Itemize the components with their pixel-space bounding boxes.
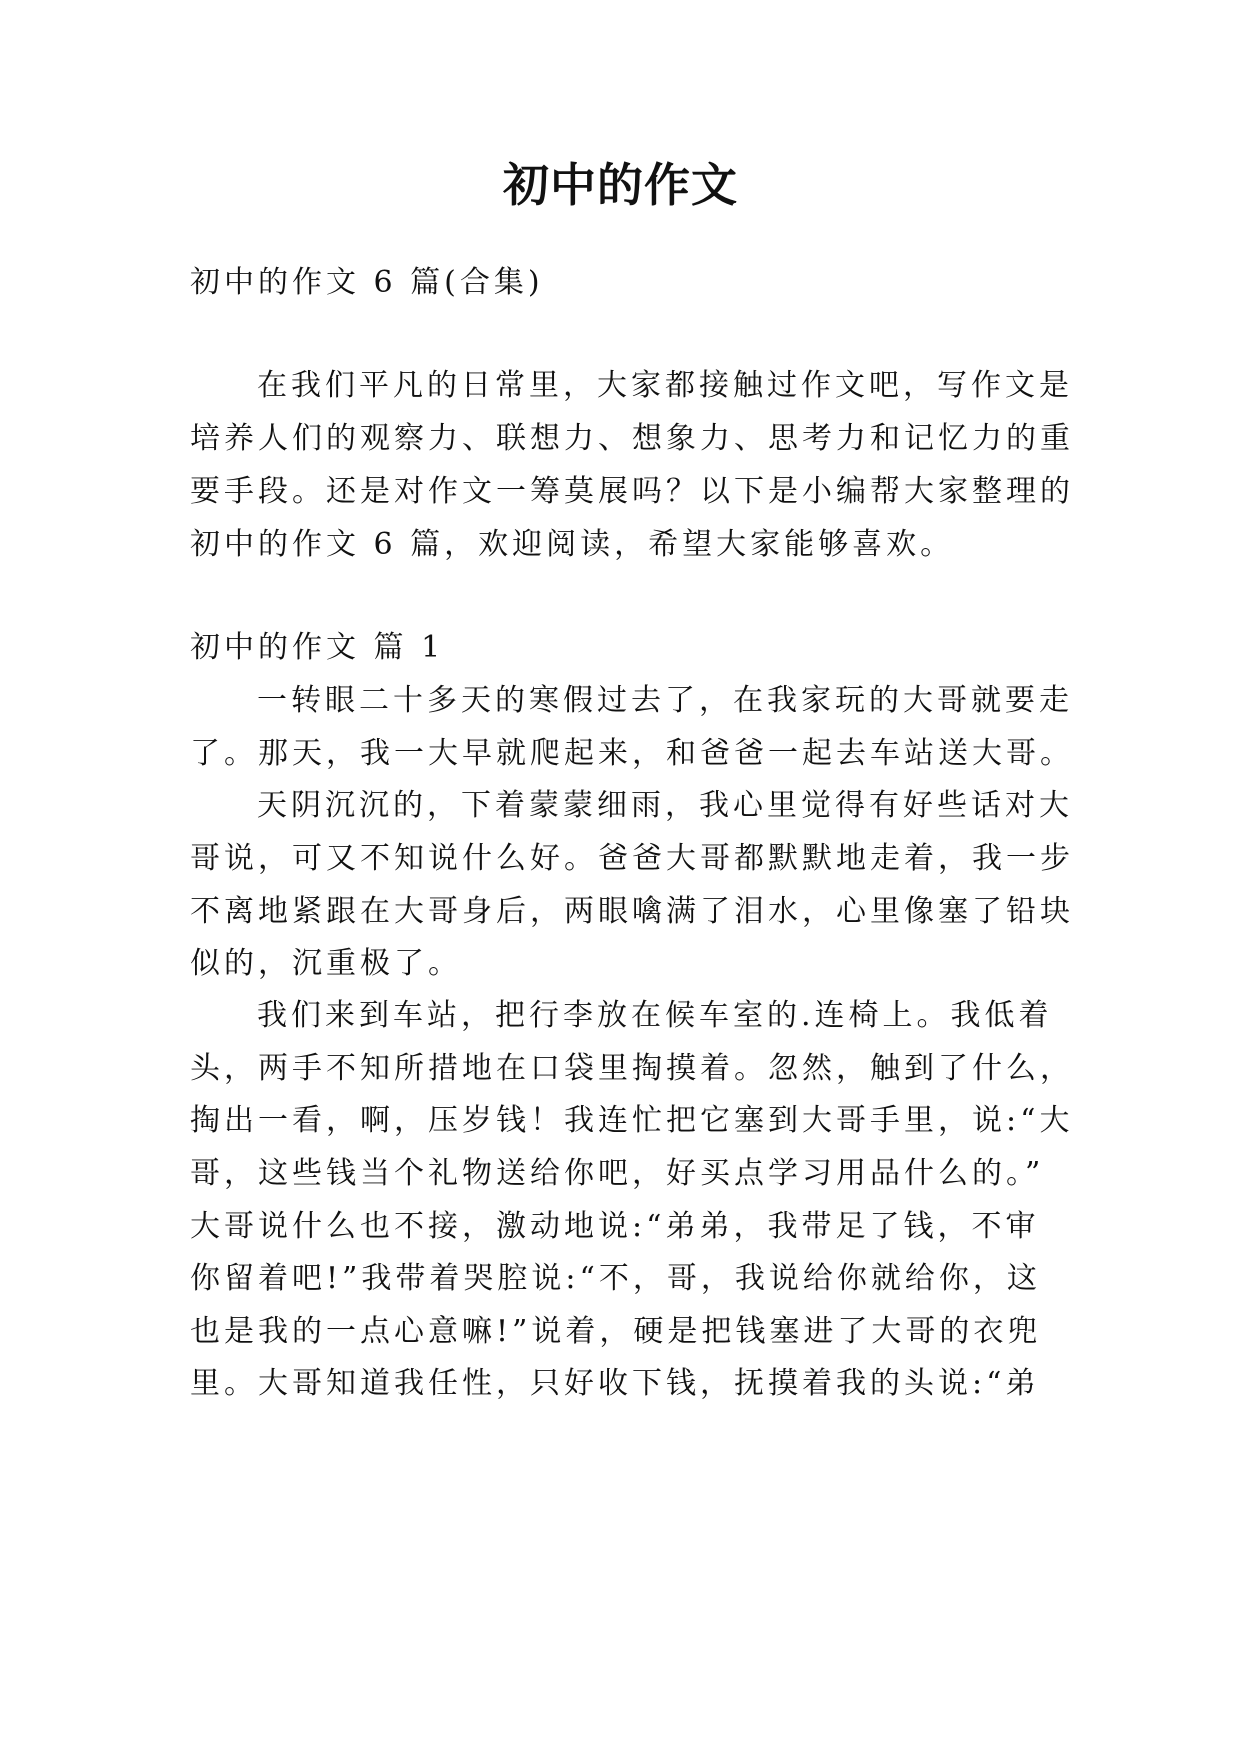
intro-line: 要手段。还是对作文一筹莫展吗？以下是小编帮大家整理的 (190, 474, 1074, 509)
document-title: 初中的作文 (503, 158, 738, 212)
intro-line: 初中的作文 6 篇，欢迎阅读，希望大家能够喜欢。 (190, 527, 955, 562)
body-line: 似的，沉重极了。 (190, 946, 462, 981)
body-line: 也是我的一点心意嘛!”说着，硬是把钱塞进了大哥的衣兜 (190, 1314, 1042, 1349)
intro-line: 培养人们的观察力、联想力、想象力、思考力和记忆力的重 (190, 421, 1074, 456)
document-subtitle: 初中的作文 6 篇(合集) (190, 265, 544, 300)
section-heading: 初中的作文 篇 1 (190, 630, 445, 665)
body-line: 你留着吧!”我带着哭腔说:“不，哥，我说给你就给你，这 (190, 1261, 1041, 1296)
body-line: 头，两手不知所措地在口袋里掏摸着。忽然，触到了什么， (190, 1051, 1074, 1086)
body-line: 掏出一看，啊，压岁钱！我连忙把它塞到大哥手里，说:“大 (190, 1103, 1074, 1138)
body-line: 了。那天，我一大早就爬起来，和爸爸一起去车站送大哥。 (190, 736, 1074, 771)
body-line: 我们来到车站，把行李放在候车室的.连椅上。我低着 (257, 998, 1053, 1033)
body-line: 哥，这些钱当个礼物送给你吧，好买点学习用品什么的。” (190, 1156, 1045, 1191)
body-line: 一转眼二十多天的寒假过去了，在我家玩的大哥就要走 (257, 683, 1073, 718)
body-line: 哥说，可又不知说什么好。爸爸大哥都默默地走着，我一步 (190, 841, 1074, 876)
body-line: 不离地紧跟在大哥身后，两眼噙满了泪水，心里像塞了铅块 (190, 894, 1074, 929)
body-line: 天阴沉沉的，下着蒙蒙细雨，我心里觉得有好些话对大 (257, 788, 1073, 823)
body-line: 大哥说什么也不接，激动地说:“弟弟，我带足了钱，不审 (190, 1209, 1040, 1244)
intro-line: 在我们平凡的日常里，大家都接触过作文吧，写作文是 (257, 368, 1073, 403)
body-line: 里。大哥知道我任性，只好收下钱，抚摸着我的头说:“弟 (190, 1366, 1040, 1401)
